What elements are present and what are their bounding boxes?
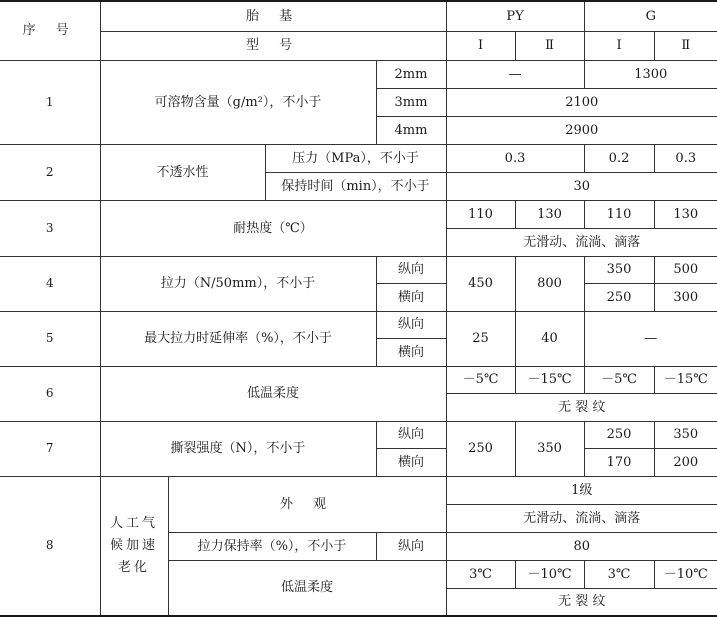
- row-8-appearance-note: 无滑动、流淌、滴落: [446, 504, 717, 532]
- row-3-value: 130: [654, 200, 717, 228]
- row-7-py-ii: 350: [515, 421, 584, 476]
- row-1-3mm-value: 2100: [446, 88, 717, 116]
- row-5-no: 5: [0, 311, 100, 366]
- row-5-py-i: 25: [446, 311, 515, 366]
- row-7-direction-transverse: 横向: [376, 448, 446, 476]
- row-8-flex-value: －10℃: [515, 560, 584, 588]
- row-4-g-i-transverse: 250: [584, 283, 654, 311]
- row-8-appearance: 外 观: [168, 476, 446, 532]
- row-4-g-ii-transverse: 300: [654, 283, 717, 311]
- row-7-g-i-longitudinal: 250: [584, 421, 654, 448]
- row-6-item: 低温柔度: [100, 366, 446, 421]
- header-g-grade-i: Ⅰ: [584, 31, 654, 60]
- row-4-g-ii-longitudinal: 500: [654, 256, 717, 283]
- row-8-retention-direction: 纵向: [376, 532, 446, 560]
- row-6-value: －5℃: [584, 366, 654, 393]
- row-6-no: 6: [0, 366, 100, 421]
- row-2-no: 2: [0, 144, 100, 200]
- row-1-thickness-4mm: 4mm: [376, 116, 446, 144]
- row-1-item: 可溶物含量（g/m²），不小于: [100, 60, 376, 144]
- row-1-4mm-value: 2900: [446, 116, 717, 144]
- row-1-2mm-g: 1300: [584, 60, 717, 88]
- header-g-grade-ii: Ⅱ: [654, 31, 717, 60]
- row-8-flex-value: －10℃: [654, 560, 717, 588]
- header-model: 型 号: [100, 31, 446, 60]
- header-base: 胎 基: [100, 1, 446, 31]
- row-7-item: 撕裂强度（N），不小于: [100, 421, 376, 476]
- row-1-thickness-2mm: 2mm: [376, 60, 446, 88]
- header-no: 序 号: [0, 1, 100, 60]
- header-py: PY: [446, 1, 584, 31]
- header-py-grade-ii: Ⅱ: [515, 31, 584, 60]
- row-7-no: 7: [0, 421, 100, 476]
- row-8-flex-value: 3℃: [584, 560, 654, 588]
- row-6-value: －5℃: [446, 366, 515, 393]
- row-2-pressure-label: 压力（MPa），不小于: [265, 144, 446, 172]
- row-8-retention-value: 80: [446, 532, 717, 560]
- row-1-no: 1: [0, 60, 100, 144]
- row-3-item: 耐热度（℃）: [100, 200, 446, 256]
- row-1-2mm-py: —: [446, 60, 584, 88]
- row-2-pressure-g1: 0.2: [584, 144, 654, 172]
- row-3-note: 无滑动、流淌、滴落: [446, 228, 717, 256]
- header-g: G: [584, 1, 717, 31]
- row-4-py-ii: 800: [515, 256, 584, 311]
- row-5-direction-transverse: 横向: [376, 338, 446, 366]
- row-3-no: 3: [0, 200, 100, 256]
- row-4-direction-longitudinal: 纵向: [376, 256, 446, 283]
- row-8-retention-label: 拉力保持率（%），不小于: [168, 532, 376, 560]
- row-1-thickness-3mm: 3mm: [376, 88, 446, 116]
- row-5-item: 最大拉力时延伸率（%），不小于: [100, 311, 376, 366]
- row-4-no: 4: [0, 256, 100, 311]
- row-6-value: －15℃: [515, 366, 584, 393]
- row-4-py-i: 450: [446, 256, 515, 311]
- row-2-item: 不透水性: [100, 144, 265, 200]
- row-7-g-i-transverse: 170: [584, 448, 654, 476]
- row-8-no: 8: [0, 476, 100, 616]
- row-6-note: 无 裂 纹: [446, 393, 717, 421]
- row-5-direction-longitudinal: 纵向: [376, 311, 446, 338]
- row-4-item: 拉力（N/50mm），不小于: [100, 256, 376, 311]
- row-2-pressure-g2: 0.3: [654, 144, 717, 172]
- row-3-value: 130: [515, 200, 584, 228]
- row-8-flex-note: 无 裂 纹: [446, 588, 717, 616]
- row-2-time-value: 30: [446, 172, 717, 200]
- row-5-py-ii: 40: [515, 311, 584, 366]
- row-3-value: 110: [446, 200, 515, 228]
- row-8-flex-value: 3℃: [446, 560, 515, 588]
- row-7-g-ii-transverse: 200: [654, 448, 717, 476]
- row-2-time-label: 保持时间（min），不小于: [265, 172, 446, 200]
- row-4-g-i-longitudinal: 350: [584, 256, 654, 283]
- row-5-g-value: —: [584, 311, 717, 366]
- row-7-py-i: 250: [446, 421, 515, 476]
- row-6-value: －15℃: [654, 366, 717, 393]
- row-7-g-ii-longitudinal: 350: [654, 421, 717, 448]
- row-3-value: 110: [584, 200, 654, 228]
- row-8-group: 人工气候加速老化: [100, 476, 168, 616]
- row-7-direction-longitudinal: 纵向: [376, 421, 446, 448]
- header-py-grade-i: Ⅰ: [446, 31, 515, 60]
- row-2-pressure-py: 0.3: [446, 144, 584, 172]
- row-8-flex-label: 低温柔度: [168, 560, 446, 616]
- row-8-grade: 1级: [446, 476, 717, 504]
- row-4-direction-transverse: 横向: [376, 283, 446, 311]
